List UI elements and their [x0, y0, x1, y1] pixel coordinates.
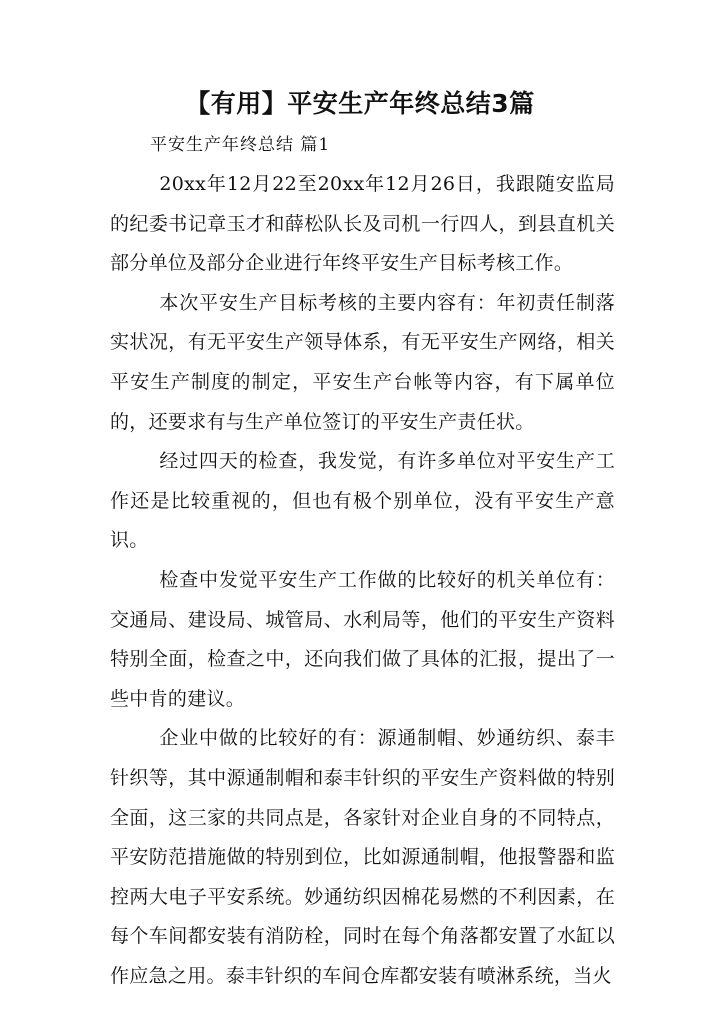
paragraph-5: 企业中做的比较好的有：源通制帽、妙通纺织、泰丰针织等，其中源通制帽和泰丰针织的平安生产资料做的特别全面，这三家的共同点是，各家针对企业自身的不同特点，平安防范措施做的特别到位，比如源通制帽，他报警器和监控两大电子平安系统。妙通纺织因棉花易燃的不利因素，在每个车间都安装有消防栓，同时在每个角落都安置了水缸以作应急之用。泰丰针织的车间仓库都安装有喷淋系统，当火 [110, 727, 615, 987]
section-heading: 平安生产年终总结 篇1 [150, 135, 331, 155]
document-body [110, 165, 615, 996]
document-title: 【有用】平安生产年终总结3篇 [185, 89, 535, 118]
paragraph-1: 20xx年12月22至20xx年12月26日，我跟随安监局的纪委书记章玉才和薛松队长及司机一行四人，到县直机关部分单位及部分企业进行年终平安生产目标考核工作。 [110, 173, 615, 275]
paragraph-2: 本次平安生产目标考核的主要内容有：年初责任制落实状况，有无平安生产领导体系，有无平安生产网络，相关平安生产制度的制定，平安生产台帐等内容，有下属单位的，还要求有与生产单位签订的平安生产责任状。 [110, 291, 615, 433]
paragraph-3: 经过四天的检查，我发觉，有许多单位对平安生产工作还是比较重视的，但也有极个别单位，没有平安生产意识。 [110, 450, 615, 552]
paragraph-4: 检查中发觉平安生产工作做的比较好的机关单位有：交通局、建设局、城管局、水利局等，他们的平安生产资料特别全面，检查之中，还向我们做了具体的汇报，提出了一些中肯的建议。 [110, 568, 615, 710]
